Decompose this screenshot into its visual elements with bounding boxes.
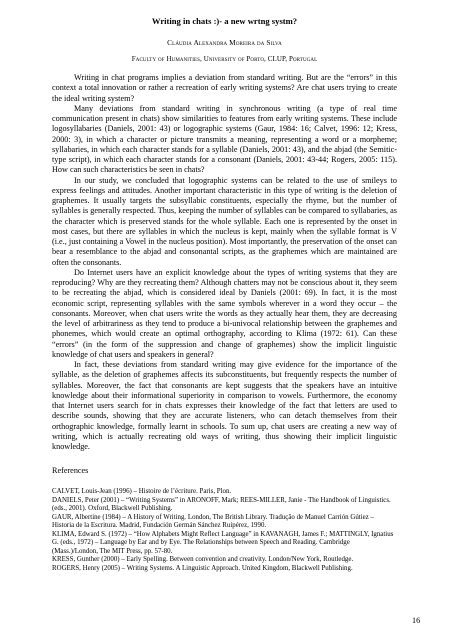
paragraph: In fact, these deviations from standard writing may give evidence for the importance of the syllable, as the deletion of graphemes affects its subconstituents, but frequently respects the number of syllables. Moreover, the fact that consonants are kept suggests that the speakers have an intuitive knowledge about their informational superiority in comparison to vowels. Furthermore, the economy that Internet users search for in chats expresses their knowledge of the fact that letters are used to describe sounds, showing that they are accurate listeners, who can detach themselves from their orthographic knowledge, formally learnt in schools. To sum up, chat users are creating a new way of writing, which is actually recreating old ways of writing, thus showing their implicit linguistic knowledge. (52, 360, 397, 451)
author-affiliation: Faculty of Humanities, University of Porto, CLUP, Portugal (131, 55, 318, 63)
paragraph: Do Internet users have an explicit knowledge about the types of writing systems that they are reproducing? Why are they recreating them? Although chatters may not be conscious about it, they seem to be recreating the abjad, which is considered ideal by Daniels (2001: 69). In fact, it is the most economic script, representing syllables with the same symbols wherever in a word they occur – the consonants. Moreover, when chat users write the words as they actually hear them, they are decreasing the level of arbitrariness as they tend to produce a bi-univocal relationship between the graphemes and phonemes, which would create an optimal orthography, according to Klima (1972: 61). Can these “errors” (in the form of the suppression and change of graphemes) show the implicit linguistic knowledge of chat users and speakers in general? (52, 267, 397, 359)
references-heading: References (52, 466, 89, 476)
reference-item: ROGERS, Henry (2005) – Writing Systems. A Linguistic Approach. United Kingdom, Blackwell Publishing. (52, 564, 353, 572)
paragraph: Many deviations from standard writing in synchronous writing (a type of real time communication present in chats) show similarities to features from early writing systems. These include logosyllabaries (Daniels, 2001: 43) or logographic systems (Gaur, 1984: 16; Calvet, 1996: 12; Kress, 2000: 3), in which a character or picture transmits a meaning, representing a word or a morpheme; syllabaries, in which each character stands for a syllable (Daniels, 2001: 43), and the abjad (the Semitic-type script), in which each character stands for a consonant (Daniels, 2001: 43-44; Rogers, 2005: 115). How can such characteristics be seen in chats? (52, 103, 397, 175)
reference-item: KRESS, Gunther (2000) – Early Spelling. Between convention and creativity. London/New York, Routledge. (52, 556, 354, 564)
reference-item: DANIELS, Peter (2001) – “Writing Systems” in ARONOFF, Mark; REES-MILLER, Janie - The Handbook of Linguistics. (eds., 2001). Oxford, Blackwell Publishing. (52, 496, 391, 513)
body-text (52, 73, 397, 452)
reference-item: KLIMA, Edward S. (1972) – “How Alphabets Might Reflect Language” in KAVANAGH, James F.; MATTINGLY, Ignatius G. (eds., 1972) – Language by Ear and by Eye. The Relationships between Speech and Reading. Cambridge (Mass.)/London, The MIT Press, pp. 57-80. (52, 530, 394, 555)
references-list (52, 488, 397, 573)
reference-item: CALVET, Louis-Jean (1996) – Histoire de l’écriture. Paris, Plon. (52, 488, 232, 496)
paper-title: Writing in chats :)- a new wrtng systm? (151, 16, 298, 26)
paragraph: Writing in chat programs implies a deviation from standard writing. But are the “errors” in this context a total innovation or rather a recreation of early writing systems? Are chat users trying to create the ideal writing system? (52, 73, 397, 103)
page-number: 16 (412, 616, 421, 625)
reference-item: GAUR, Albertine (1984) – A History of Writing. London, The British Library. Tradução de Manuel Carrión Gútiez – Historia de la Escritura. Madrid, Fundación Germán Sánchez Ruipérez, 1990. (52, 513, 374, 530)
paragraph: In our study, we concluded that logographic systems can be related to the use of smileys to express feelings and attitudes. Another important characteristic in this type of writing is the deletion of graphemes. It usually targets the subsyllabic constituents, especially the rhyme, but the number of syllables is generally respected. Thus, keeping the number of syllables can be compared to syllabaries, as the character which is preserved stands for the whole syllable. Each one is represented by the onset in most cases, but there are syllables in which the nucleus is kept, mainly when the syllable format is V (i.e., just containing a Vowel in the nucleus position). Most importantly, the preservation of the onset can bear a resemblance to the abjad and consonantal scripts, as the graphemes which are maintained are often the consonants. (52, 175, 397, 267)
author-name: Cláudia Alexandra Moreira da Silva (167, 38, 282, 47)
paper-page (52, 16, 397, 573)
